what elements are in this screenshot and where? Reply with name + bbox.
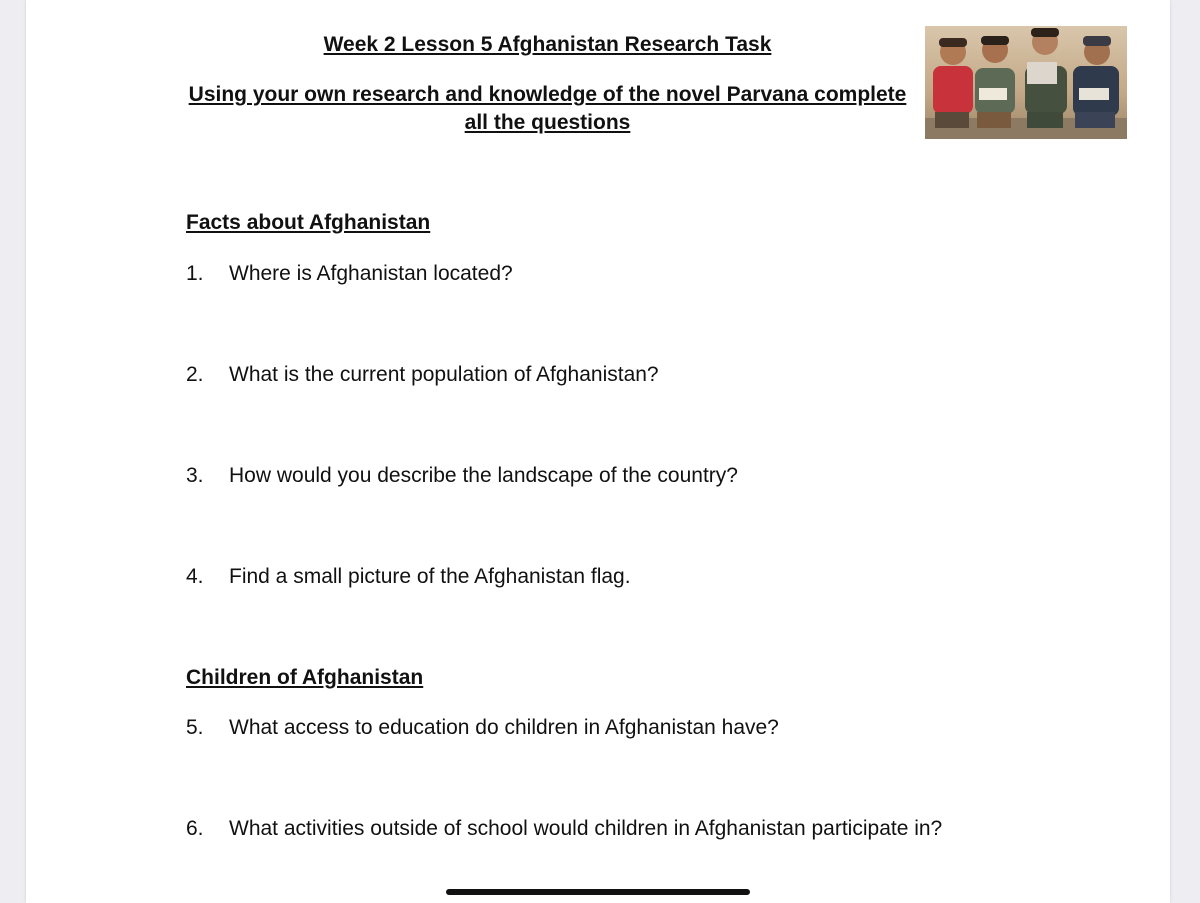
- question-number: 3.: [186, 464, 204, 487]
- question-number: 5.: [186, 716, 204, 739]
- document-subtitle: Using your own research and knowledge of the novel Parvana complete all the questions: [188, 83, 907, 134]
- question-number: 2.: [186, 363, 204, 386]
- home-indicator-bar[interactable]: [446, 889, 750, 895]
- question-text: Find a small picture of the Afghanistan flag.: [229, 565, 631, 588]
- question-text: Where is Afghanistan located?: [229, 262, 513, 285]
- question-number: 6.: [186, 817, 204, 840]
- question-number: 1.: [186, 262, 204, 285]
- question-number: 4.: [186, 565, 204, 588]
- document-title: Week 2 Lesson 5 Afghanistan Research Task: [323, 33, 772, 56]
- question-text: How would you describe the landscape of the country?: [229, 464, 738, 487]
- children-reading-photo: [925, 26, 1127, 139]
- question-text: What is the current population of Afghanistan?: [229, 363, 659, 386]
- question-text: What access to education do children in Afghanistan have?: [229, 716, 779, 739]
- document-page: [26, 0, 1170, 903]
- section-heading-children: Children of Afghanistan: [186, 666, 424, 689]
- section-heading-facts: Facts about Afghanistan: [186, 211, 431, 234]
- question-text: What activities outside of school would children in Afghanistan participate in?: [229, 817, 943, 840]
